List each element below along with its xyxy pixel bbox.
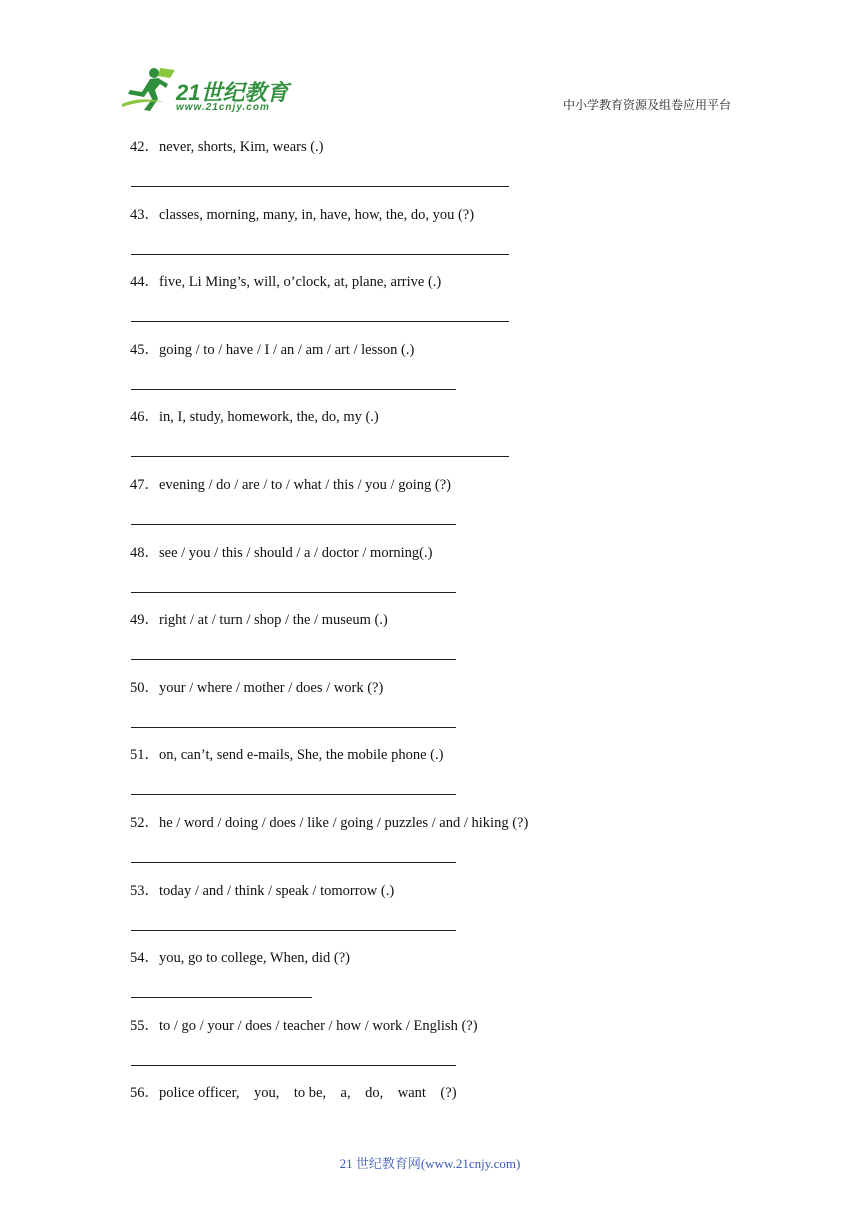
question-text: 50．your / where / mother / does / work (?) xyxy=(130,679,384,696)
question-text: 54．you, go to college, When, did (?) xyxy=(130,950,350,967)
question-item xyxy=(130,679,750,747)
answer-line[interactable] xyxy=(131,794,456,795)
answer-line[interactable] xyxy=(131,321,509,322)
answer-line[interactable] xyxy=(131,930,456,931)
answer-line[interactable] xyxy=(131,456,509,457)
question-text: 46．in, I, study, homework, the, do, my (.) xyxy=(130,409,379,426)
question-item xyxy=(130,949,750,1017)
page-footer: 21 世纪教育网(www.21cnjy.com) xyxy=(339,1156,521,1171)
question-text: 55．to / go / your / does / teacher / how / work / English (?) xyxy=(130,1017,478,1034)
header-platform-title: 中小学教育资源及组卷应用平台 xyxy=(562,98,731,112)
answer-line[interactable] xyxy=(131,254,509,255)
question-text: 53．today / and / think / speak / tomorrow (.) xyxy=(130,882,395,899)
site-logo xyxy=(120,66,300,118)
question-item xyxy=(130,611,750,679)
question-item xyxy=(130,814,750,882)
logo-url: www.21cnjy.com xyxy=(176,102,270,113)
answer-line[interactable] xyxy=(131,727,456,728)
runner-logo-icon xyxy=(120,66,176,112)
question-text: 44．five, Li Ming’s, will, o’clock, at, plane, arrive (.) xyxy=(130,274,442,291)
answer-line[interactable] xyxy=(131,524,456,525)
answer-line[interactable] xyxy=(131,997,312,998)
answer-line[interactable] xyxy=(131,1065,456,1066)
answer-line[interactable] xyxy=(131,659,456,660)
question-item xyxy=(130,544,750,612)
question-text: 49．right / at / turn / shop / the / museum (.) xyxy=(130,612,388,629)
logo-text: 21世纪教育 xyxy=(176,80,289,105)
question-item xyxy=(130,273,750,341)
question-text: 51．on, can’t, send e-mails, She, the mobile phone (.) xyxy=(130,747,444,764)
question-item xyxy=(130,476,750,544)
question-item xyxy=(130,138,750,206)
question-item xyxy=(130,341,750,409)
question-text: 45．going / to / have / I / an / am / art / lesson (.) xyxy=(130,341,415,358)
question-text: 42．never, shorts, Kim, wears (.) xyxy=(130,139,324,155)
question-text: 56．police officer, you, to be, a, do, want (?) xyxy=(130,1085,457,1102)
question-item xyxy=(130,1084,750,1152)
question-item xyxy=(130,746,750,814)
page-header xyxy=(0,0,860,120)
question-list xyxy=(130,138,750,1152)
answer-line[interactable] xyxy=(131,592,456,593)
answer-line[interactable] xyxy=(131,186,509,187)
question-item xyxy=(130,1017,750,1085)
question-text: 48．see / you / this / should / a / doctor / morning(.) xyxy=(130,544,433,561)
question-item xyxy=(130,408,750,476)
answer-line[interactable] xyxy=(131,862,456,863)
question-text: 47．evening / do / are / to / what / this / you / going (?) xyxy=(130,476,451,493)
question-item xyxy=(130,882,750,950)
answer-line[interactable] xyxy=(131,389,456,390)
question-item xyxy=(130,206,750,274)
question-text: 52．he / word / doing / does / like / going / puzzles / and / hiking (?) xyxy=(130,814,529,831)
question-text: 43．classes, morning, many, in, have, how, the, do, you (?) xyxy=(130,206,475,223)
